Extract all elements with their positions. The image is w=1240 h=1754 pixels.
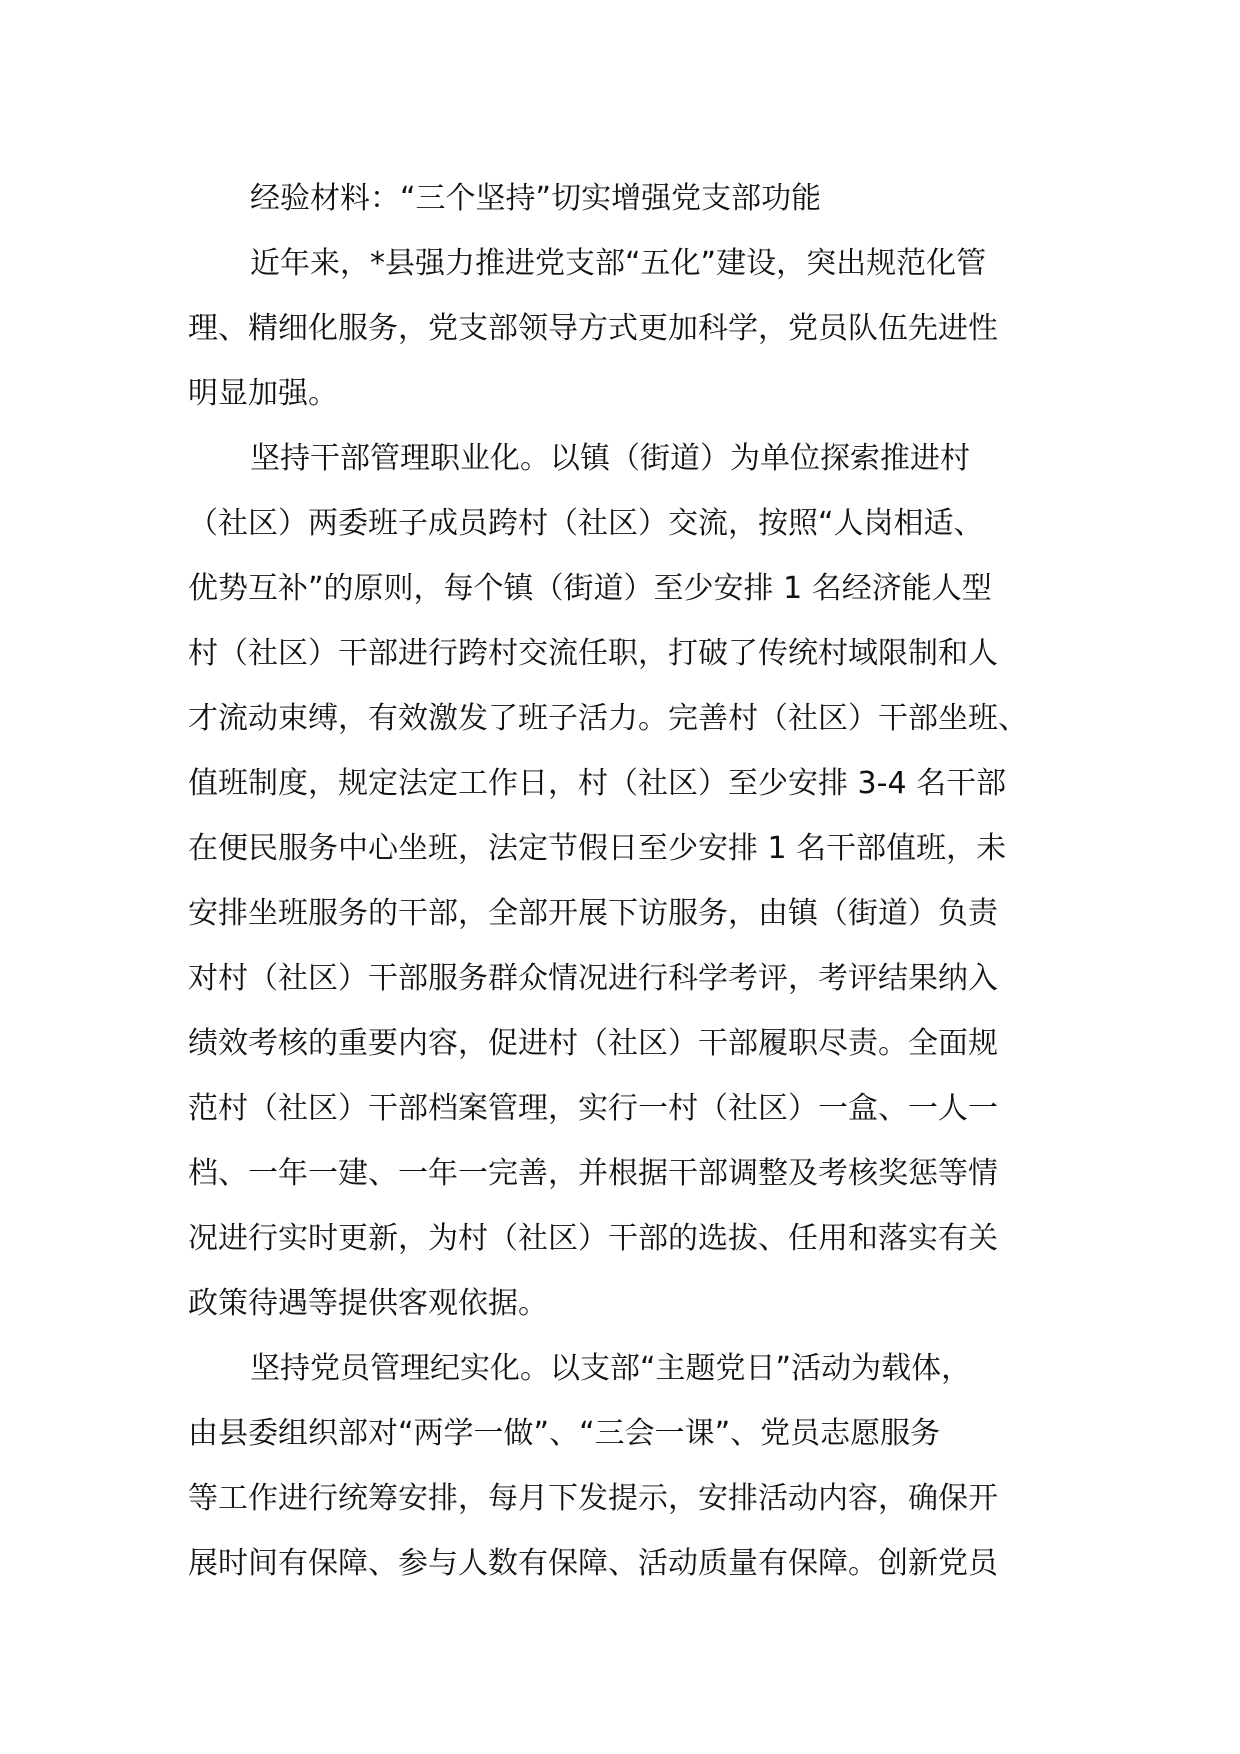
paragraph-cadre-line: 值班制度，规定法定工作日，村（社区）至少安排 3-4 名干部 <box>188 766 1007 801</box>
paragraph-member-line: 等工作进行统筹安排，每月下发提示，安排活动内容，确保开 <box>188 1481 998 1516</box>
paragraph-intro-line: 近年来，*县强力推进党支部“五化”建设，突出规范化管 <box>250 246 987 281</box>
paragraph-cadre-line: 政策待遇等提供客观依据。 <box>188 1286 548 1321</box>
paragraph-cadre-line: 况进行实时更新，为村（社区）干部的选拔、任用和落实有关 <box>188 1221 998 1256</box>
paragraph-intro-line: 明显加强。 <box>188 376 338 411</box>
paragraph-cadre-line: 安排坐班服务的干部，全部开展下访服务，由镇（街道）负责 <box>188 896 998 931</box>
paragraph-cadre-line: 坚持干部管理职业化。以镇（街道）为单位探索推进村 <box>250 441 970 476</box>
document-body <box>188 166 1058 1596</box>
paragraph-cadre-line: 档、一年一建、一年一完善，并根据干部调整及考核奖惩等情 <box>188 1156 998 1191</box>
paragraph-member-line: 由县委组织部对“两学一做”、“三会一课”、党员志愿服务 <box>188 1416 941 1451</box>
document-title: 经验材料：“三个坚持”切实增强党支部功能 <box>250 181 822 216</box>
paragraph-cadre-line: 才流动束缚，有效激发了班子活力。完善村（社区）干部坐班、 <box>188 701 1028 736</box>
paragraph-cadre-line: 村（社区）干部进行跨村交流任职，打破了传统村域限制和人 <box>188 636 998 671</box>
paragraph-intro-line: 理、精细化服务，党支部领导方式更加科学，党员队伍先进性 <box>188 311 998 346</box>
paragraph-cadre-line: 绩效考核的重要内容，促进村（社区）干部履职尽责。全面规 <box>188 1026 998 1061</box>
paragraph-member-line: 展时间有保障、参与人数有保障、活动质量有保障。创新党员 <box>188 1546 998 1581</box>
paragraph-member-line: 坚持党员管理纪实化。以支部“主题党日”活动为载体， <box>250 1351 972 1386</box>
paragraph-cadre-line: 范村（社区）干部档案管理，实行一村（社区）一盒、一人一 <box>188 1091 998 1126</box>
paragraph-cadre-line: 对村（社区）干部服务群众情况进行科学考评，考评结果纳入 <box>188 961 998 996</box>
paragraph-cadre-line: 优势互补”的原则，每个镇（街道）至少安排 1 名经济能人型 <box>188 571 992 606</box>
paragraph-cadre-line: （社区）两委班子成员跨村（社区）交流，按照“人岗相适、 <box>188 506 984 541</box>
paragraph-cadre-line: 在便民服务中心坐班，法定节假日至少安排 1 名干部值班，未 <box>188 831 1007 866</box>
